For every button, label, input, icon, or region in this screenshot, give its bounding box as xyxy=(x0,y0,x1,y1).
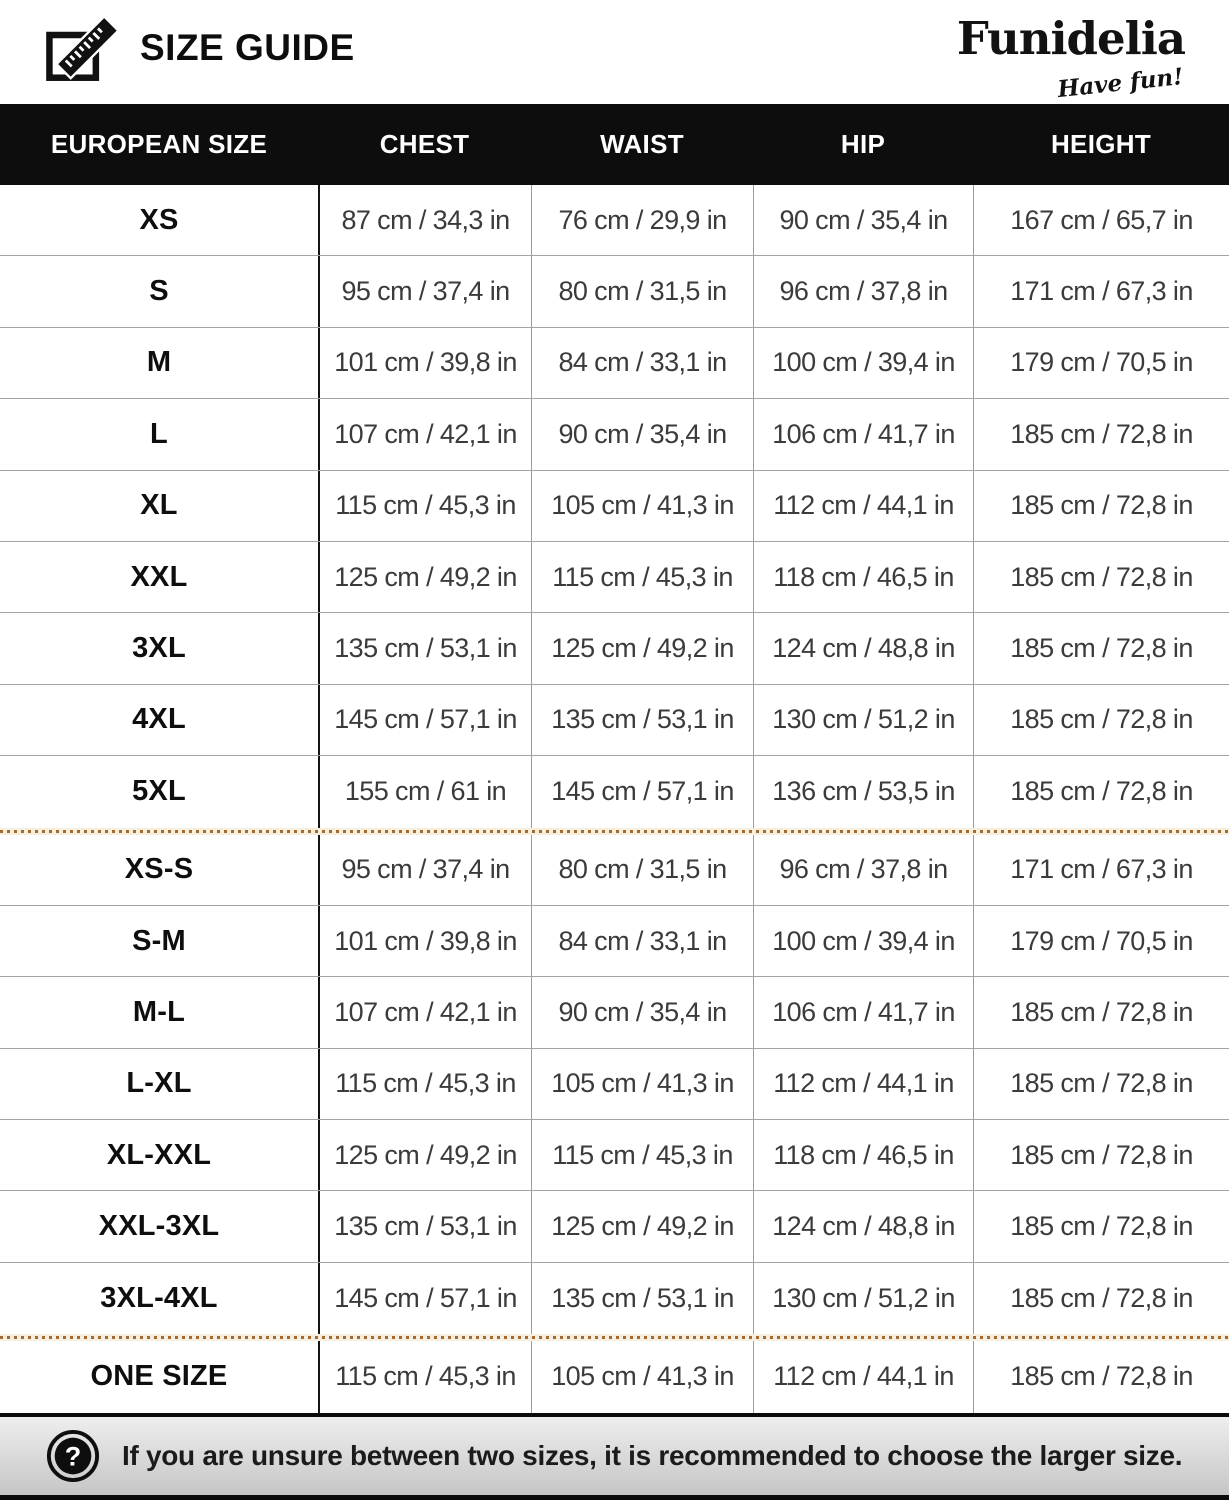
measure-cell-waist: 76 cm / 29,9 in xyxy=(531,185,753,255)
dotted-separator xyxy=(0,1334,1229,1341)
table-row xyxy=(0,1263,1229,1334)
measure-cell-chest: 115 cm / 45,3 in xyxy=(318,1049,531,1119)
measure-cell-height: 185 cm / 72,8 in xyxy=(973,1120,1229,1190)
measure-cell-waist: 115 cm / 45,3 in xyxy=(531,1120,753,1190)
table-row xyxy=(0,399,1229,470)
measure-cell-height: 179 cm / 70,5 in xyxy=(973,906,1229,976)
measure-cell-waist: 125 cm / 49,2 in xyxy=(531,1191,753,1261)
size-cell: L-XL xyxy=(126,1067,192,1100)
measure-cell-waist: 135 cm / 53,1 in xyxy=(531,685,753,755)
footer-note-bar xyxy=(0,1413,1229,1500)
measure-cell-chest: 95 cm / 37,4 in xyxy=(318,835,531,905)
table-row xyxy=(0,1049,1229,1120)
table-row xyxy=(0,685,1229,756)
title-group xyxy=(42,10,355,84)
measure-cell-chest: 125 cm / 49,2 in xyxy=(318,542,531,612)
table-row xyxy=(0,1191,1229,1262)
measure-cell-height: 185 cm / 72,8 in xyxy=(973,471,1229,541)
table-body xyxy=(0,185,1229,1413)
measure-cell-waist: 115 cm / 45,3 in xyxy=(531,542,753,612)
measure-cell-chest: 135 cm / 53,1 in xyxy=(318,613,531,683)
measure-cell-chest: 107 cm / 42,1 in xyxy=(318,399,531,469)
measure-cell-chest: 87 cm / 34,3 in xyxy=(318,185,531,255)
measure-cell-chest: 125 cm / 49,2 in xyxy=(318,1120,531,1190)
measure-cell-height: 185 cm / 72,8 in xyxy=(973,685,1229,755)
column-header-height: HEIGHT xyxy=(1050,129,1152,159)
measure-cell-waist: 135 cm / 53,1 in xyxy=(531,1263,753,1334)
measure-cell-height: 185 cm / 72,8 in xyxy=(973,977,1229,1047)
size-cell: XXL xyxy=(130,560,188,593)
table-row xyxy=(0,977,1229,1048)
measure-cell-height: 185 cm / 72,8 in xyxy=(973,542,1229,612)
size-cell: ONE SIZE xyxy=(90,1360,228,1393)
measure-cell-hip: 100 cm / 39,4 in xyxy=(753,906,973,976)
table-row xyxy=(0,256,1229,327)
size-cell: L xyxy=(150,417,168,450)
size-cell: 5XL xyxy=(132,775,186,808)
page-title: SIZE GUIDE xyxy=(140,27,355,68)
table-row xyxy=(0,906,1229,977)
table-header-row xyxy=(0,104,1229,185)
size-cell: XXL-3XL xyxy=(98,1210,220,1243)
measure-cell-hip: 118 cm / 46,5 in xyxy=(753,542,973,612)
measure-cell-hip: 124 cm / 48,8 in xyxy=(753,1191,973,1261)
measure-cell-height: 185 cm / 72,8 in xyxy=(973,1263,1229,1334)
measure-cell-hip: 90 cm / 35,4 in xyxy=(753,185,973,255)
measure-cell-chest: 115 cm / 45,3 in xyxy=(318,1341,531,1412)
measure-cell-hip: 130 cm / 51,2 in xyxy=(753,1263,973,1334)
measure-cell-waist: 90 cm / 35,4 in xyxy=(531,399,753,469)
size-cell: XL-XXL xyxy=(106,1138,212,1171)
measure-cell-height: 171 cm / 67,3 in xyxy=(973,256,1229,326)
measure-cell-height: 179 cm / 70,5 in xyxy=(973,328,1229,398)
measure-cell-height: 185 cm / 72,8 in xyxy=(973,756,1229,827)
table-row xyxy=(0,613,1229,684)
measure-cell-hip: 106 cm / 41,7 in xyxy=(753,977,973,1047)
measure-cell-hip: 112 cm / 44,1 in xyxy=(753,1341,973,1412)
measure-cell-hip: 112 cm / 44,1 in xyxy=(753,1049,973,1119)
brand-wordmark: Funidelia xyxy=(956,12,1185,65)
measure-cell-hip: 96 cm / 37,8 in xyxy=(753,835,973,905)
measure-cell-hip: 96 cm / 37,8 in xyxy=(753,256,973,326)
size-cell: XS xyxy=(139,203,179,236)
size-cell: 4XL xyxy=(132,703,186,736)
measure-cell-waist: 145 cm / 57,1 in xyxy=(531,756,753,827)
measure-cell-height: 185 cm / 72,8 in xyxy=(973,1049,1229,1119)
column-header-chest: CHEST xyxy=(379,129,470,159)
measure-cell-height: 171 cm / 67,3 in xyxy=(973,835,1229,905)
measure-cell-waist: 90 cm / 35,4 in xyxy=(531,977,753,1047)
measure-cell-height: 185 cm / 72,8 in xyxy=(973,399,1229,469)
measure-cell-chest: 95 cm / 37,4 in xyxy=(318,256,531,326)
column-header-waist: WAIST xyxy=(600,129,684,159)
footer-note: If you are unsure between two sizes, it is recommended to choose the larger size. xyxy=(122,1439,1183,1471)
measure-cell-chest: 101 cm / 39,8 in xyxy=(318,328,531,398)
measure-cell-height: 167 cm / 65,7 in xyxy=(973,185,1229,255)
measure-cell-chest: 145 cm / 57,1 in xyxy=(318,685,531,755)
ruler-icon xyxy=(42,12,120,84)
table-row xyxy=(0,1120,1229,1191)
table-row xyxy=(0,328,1229,399)
measure-cell-hip: 118 cm / 46,5 in xyxy=(753,1120,973,1190)
measure-cell-waist: 125 cm / 49,2 in xyxy=(531,613,753,683)
size-cell: XS-S xyxy=(124,853,194,886)
measure-cell-waist: 105 cm / 41,3 in xyxy=(531,471,753,541)
measure-cell-hip: 124 cm / 48,8 in xyxy=(753,613,973,683)
measure-cell-chest: 107 cm / 42,1 in xyxy=(318,977,531,1047)
page-header xyxy=(0,0,1229,104)
size-cell: S-M xyxy=(132,924,186,957)
size-cell: S xyxy=(149,275,169,308)
brand-logo xyxy=(956,10,1185,104)
svg-text:?: ? xyxy=(64,1441,82,1472)
measure-cell-hip: 130 cm / 51,2 in xyxy=(753,685,973,755)
size-cell: M-L xyxy=(132,995,186,1028)
column-header-hip: HIP xyxy=(840,129,886,159)
brand-tagline: Have fun! xyxy=(1056,63,1185,104)
measure-cell-waist: 80 cm / 31,5 in xyxy=(531,835,753,905)
size-cell: 3XL xyxy=(132,632,186,665)
size-table xyxy=(0,104,1229,1413)
measure-cell-waist: 84 cm / 33,1 in xyxy=(531,906,753,976)
measure-cell-height: 185 cm / 72,8 in xyxy=(973,613,1229,683)
measure-cell-chest: 155 cm / 61 in xyxy=(318,756,531,827)
table-row xyxy=(0,542,1229,613)
column-header-european-size: EUROPEAN SIZE xyxy=(50,129,268,159)
measure-cell-hip: 136 cm / 53,5 in xyxy=(753,756,973,827)
size-cell: 3XL-4XL xyxy=(100,1282,218,1315)
table-row xyxy=(0,471,1229,542)
measure-cell-waist: 80 cm / 31,5 in xyxy=(531,256,753,326)
table-row xyxy=(0,185,1229,256)
question-mark-icon xyxy=(46,1429,100,1483)
measure-cell-waist: 105 cm / 41,3 in xyxy=(531,1341,753,1412)
measure-cell-hip: 106 cm / 41,7 in xyxy=(753,399,973,469)
table-row xyxy=(0,1341,1229,1412)
size-cell: M xyxy=(146,346,172,379)
measure-cell-height: 185 cm / 72,8 in xyxy=(973,1341,1229,1412)
measure-cell-waist: 84 cm / 33,1 in xyxy=(531,328,753,398)
measure-cell-chest: 115 cm / 45,3 in xyxy=(318,471,531,541)
measure-cell-chest: 101 cm / 39,8 in xyxy=(318,906,531,976)
size-cell: XL xyxy=(140,489,178,522)
measure-cell-hip: 112 cm / 44,1 in xyxy=(753,471,973,541)
dotted-separator xyxy=(0,828,1229,835)
measure-cell-chest: 145 cm / 57,1 in xyxy=(318,1263,531,1334)
measure-cell-chest: 135 cm / 53,1 in xyxy=(318,1191,531,1261)
measure-cell-height: 185 cm / 72,8 in xyxy=(973,1191,1229,1261)
table-row xyxy=(0,756,1229,827)
measure-cell-hip: 100 cm / 39,4 in xyxy=(753,328,973,398)
measure-cell-waist: 105 cm / 41,3 in xyxy=(531,1049,753,1119)
table-row xyxy=(0,835,1229,906)
